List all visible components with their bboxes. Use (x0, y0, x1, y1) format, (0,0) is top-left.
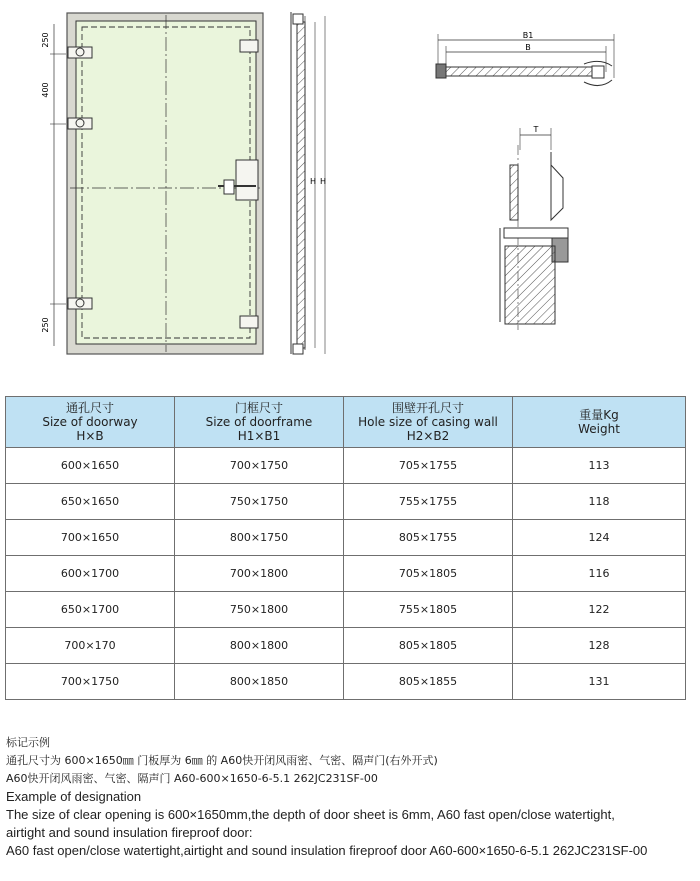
notes-line1-cn: 通孔尺寸为 600×1650㎜ 门板厚为 6㎜ 的 A60快开闭风雨密、气密、隔声门(右外开式) (6, 754, 438, 767)
cell-weight: 113 (513, 448, 686, 484)
table-row (6, 520, 686, 556)
door-leaf-section (297, 22, 305, 348)
hinge-top (68, 47, 92, 58)
notes-title-cn: 标记示例 (6, 736, 50, 749)
dim-label-b: B (525, 43, 531, 52)
cell-hole-size: 705×1805 (344, 556, 513, 592)
front-elevation-view (41, 13, 263, 354)
table-header-row (6, 397, 686, 448)
cell-hole-size: 805×1755 (344, 520, 513, 556)
dim-label-h: H (309, 177, 317, 186)
dimension-spec-table (5, 396, 686, 700)
table-row (6, 664, 686, 700)
notes-line3-en: A60 fast open/close watertight,airtight and sound insulation fireproof door A60-600×1650-6-5.1 262JC231SF-00 (6, 843, 648, 858)
hinge-middle (68, 118, 92, 129)
cell-doorway: 650×1700 (6, 592, 175, 628)
cell-doorframe: 750×1750 (175, 484, 344, 520)
table-row (6, 556, 686, 592)
cell-doorframe: 750×1800 (175, 592, 344, 628)
cell-weight: 116 (513, 556, 686, 592)
dim-label-t: T (533, 125, 539, 134)
cell-doorframe: 700×1800 (175, 556, 344, 592)
cell-weight: 131 (513, 664, 686, 700)
header-doorframe-sym: H1×B1 (237, 429, 281, 443)
cell-doorway: 650×1650 (6, 484, 175, 520)
header-doorframe-cn: 门框尺寸 (234, 401, 283, 415)
casing-wall-section (505, 246, 555, 324)
header-doorway-en: Size of doorway (42, 415, 138, 429)
header-doorway (6, 397, 175, 448)
cell-hole-size: 805×1805 (344, 628, 513, 664)
header-hole-size-en: Hole size of casing wall (358, 415, 498, 429)
notes-line2-en: airtight and sound insulation fireproof door: (6, 825, 253, 840)
cell-weight: 124 (513, 520, 686, 556)
cell-hole-size: 755×1805 (344, 592, 513, 628)
door-leaf-plan (446, 67, 592, 76)
table-row (6, 484, 686, 520)
cell-weight: 128 (513, 628, 686, 664)
notes-line2-cn: A60快开闭风雨密、气密、隔声门 A60-600×1650-6-5.1 262JC231SF-00 (6, 772, 378, 785)
cell-hole-size: 805×1855 (344, 664, 513, 700)
dim-label-400: 400 (41, 82, 50, 98)
dim-label-250-top: 250 (41, 32, 50, 48)
designation-notes (6, 734, 700, 860)
notes-title-en: Example of designation (6, 789, 142, 804)
side-section-view (291, 12, 326, 354)
cell-doorframe: 700×1750 (175, 448, 344, 484)
cell-doorway: 700×1750 (6, 664, 175, 700)
latch-bottom (240, 316, 258, 328)
header-weight-en: Weight (578, 422, 620, 436)
table-row (6, 448, 686, 484)
header-weight (513, 397, 686, 448)
dim-label-b1: B1 (522, 31, 534, 40)
header-hole-size-sym: H2×B2 (406, 429, 450, 443)
header-hole-size-cn: 围壁开孔尺寸 (391, 401, 464, 415)
section-detail-view (500, 125, 568, 330)
cell-doorframe: 800×1850 (175, 664, 344, 700)
header-doorway-cn: 通孔尺寸 (65, 401, 114, 415)
header-doorframe (175, 397, 344, 448)
cell-doorway: 700×1650 (6, 520, 175, 556)
cell-weight: 118 (513, 484, 686, 520)
header-hole-size (344, 397, 513, 448)
door-technical-drawing (0, 0, 700, 380)
header-weight-cn: 重量Kg (579, 408, 619, 422)
plan-view (436, 31, 614, 86)
cell-doorframe: 800×1800 (175, 628, 344, 664)
header-doorframe-en: Size of doorframe (205, 415, 313, 429)
hinge-bottom (68, 298, 92, 309)
latch-top (240, 40, 258, 52)
table-row (6, 628, 686, 664)
cell-hole-size: 705×1755 (344, 448, 513, 484)
cell-doorframe: 800×1750 (175, 520, 344, 556)
cell-weight: 122 (513, 592, 686, 628)
cell-doorway: 700×170 (6, 628, 175, 664)
header-doorway-sym: H×B (76, 429, 104, 443)
table-row (6, 592, 686, 628)
notes-line1-en: The size of clear opening is 600×1650mm,the depth of door sheet is 6mm, A60 fast open/close watertight, (6, 807, 615, 822)
dim-label-h1: H (319, 177, 327, 186)
cell-hole-size: 755×1755 (344, 484, 513, 520)
cell-doorway: 600×1650 (6, 448, 175, 484)
cell-doorway: 600×1700 (6, 556, 175, 592)
dim-label-250-bottom: 250 (41, 317, 50, 333)
